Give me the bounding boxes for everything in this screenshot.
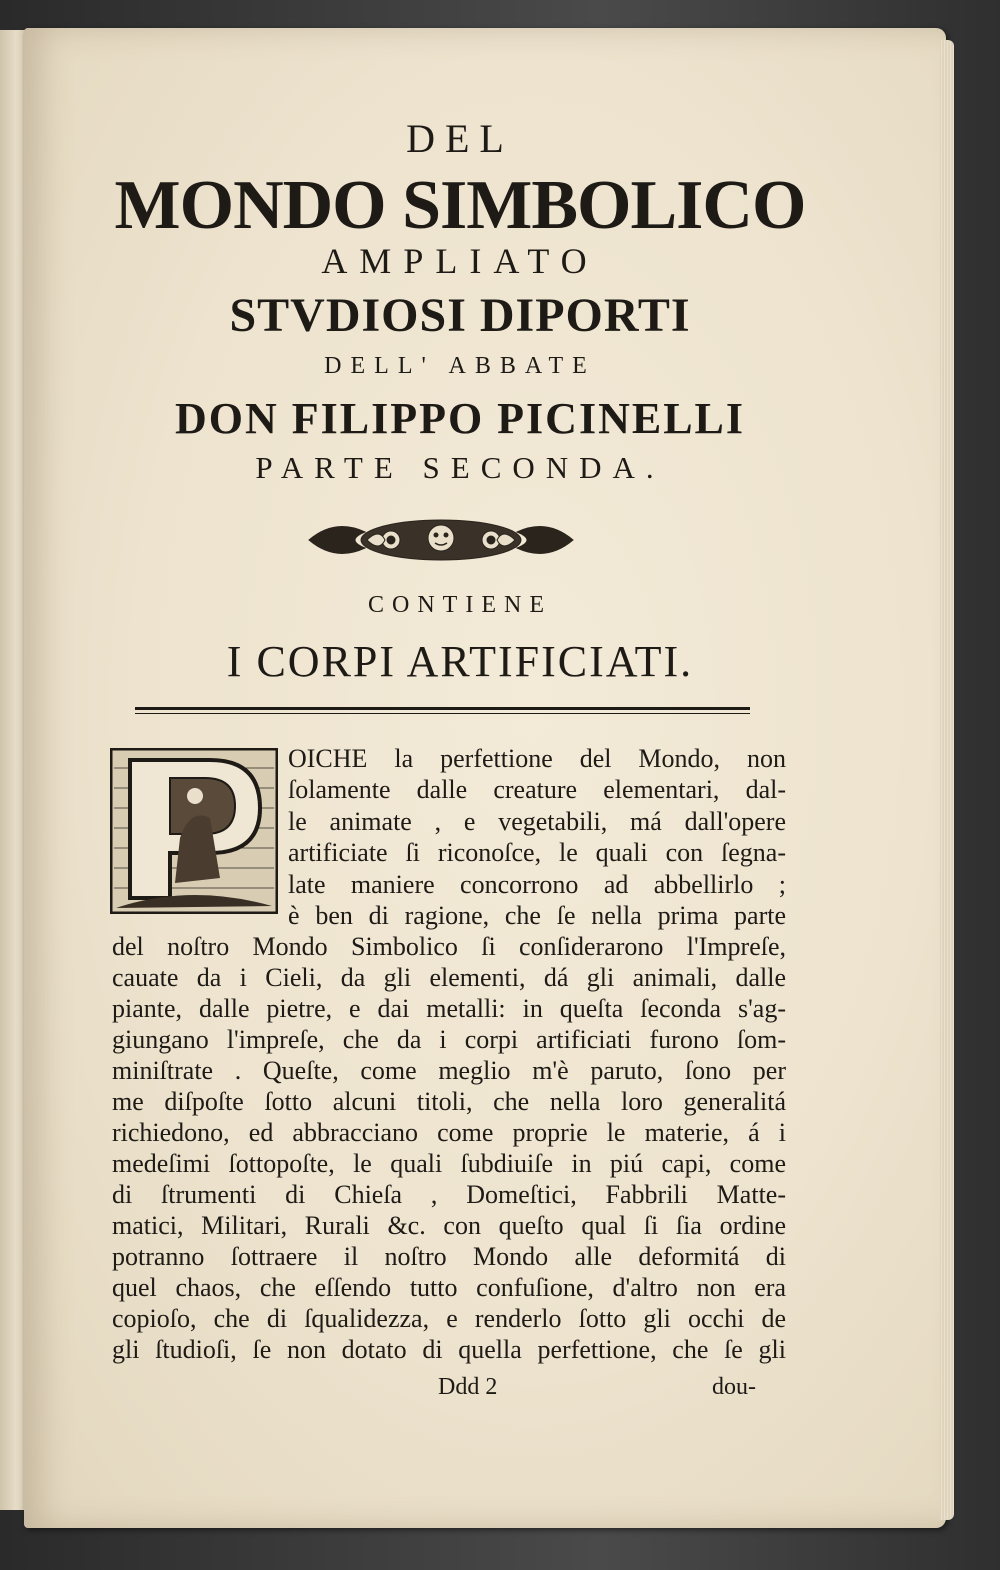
body-line: piante, dalle pietre, e dai metalli: in queſta ſeconda s'ag- [112,994,786,1023]
catchword: dou- [712,1374,756,1400]
contiene-label: CONTIENE [368,592,552,618]
body-line: cauate da i Cieli, da gli elementi, dá gli animali, dalle [112,963,786,992]
body-line: quel chaos, che eſſendo tutto confuſione, d'altro non era [112,1273,786,1302]
title-dell-abbate: DELL' ABBATE [324,353,596,379]
title-mondo-simbolico: MONDO SIMBOLICO [114,167,806,244]
title-ampliato: AMPLIATO [321,241,599,281]
title-del: DEL [406,116,514,161]
page-stack-edge [940,40,954,1520]
body-line: medeſimi ſottopoſte, le quali ſubdiuiſe in piú capi, come [112,1149,786,1178]
body-line: giungano l'impreſe, che da i corpi artificiati furono ſom- [112,1025,786,1054]
body-line: me diſpoſte ſotto alcuni titoli, che nella loro generalitá [112,1087,786,1116]
body-line: matici, Militari, Rurali &c. con queſto qual ſi ſia ordine [112,1211,786,1240]
double-rule-bottom [135,713,750,714]
woodcut-initial-p-icon [110,748,278,914]
body-line: copioſo, che di ſqualidezza, e renderlo ſotto gli occhi de [112,1304,786,1333]
body-line: potranno ſottraere il noſtro Mondo alle deformitá di [112,1242,786,1271]
signature-mark: Ddd 2 [438,1374,498,1400]
title-author: DON FILIPPO PICINELLI [174,394,746,443]
body-line: gli ſtudioſi, ſe non dotato di quella perfettione, che ſe gli [112,1335,786,1364]
body-line: late maniere concorrono ad abbellirlo ; [288,870,786,899]
body-line: richiedono, ed abbracciano come proprie le materie, á i [112,1118,786,1147]
title-studiosi-diporti: STVDIOSI DIPORTI [229,289,691,342]
body-line: miniſtrate . Queſte, come meglio m'è paruto, ſono per [112,1056,786,1085]
body-line: di ſtrumenti di Chieſa , Domeſtici, Fabbrili Matte- [112,1180,786,1209]
body-line: le animate , e vegetabili, má dall'opere [288,807,786,836]
title-parte-seconda: PARTE SECONDA. [255,450,665,485]
section-subject: I CORPI ARTIFICIATI. [226,637,694,686]
double-rule-top [135,707,750,710]
body-line: del noſtro Mondo Simbolico ſi conſiderarono l'Impreſe, [112,932,786,961]
facing-page-edge [0,30,27,1510]
body-line: artificiate ſi riconoſce, le quali con ſegna- [288,838,786,867]
body-line: ſolamente dalle creature elementari, dal- [288,775,786,804]
decorative-ornament-icon [305,510,577,570]
body-line: è ben di ragione, che ſe nella prima parte [288,901,786,930]
body-line: OICHE la perfettione del Mondo, non [288,744,786,773]
